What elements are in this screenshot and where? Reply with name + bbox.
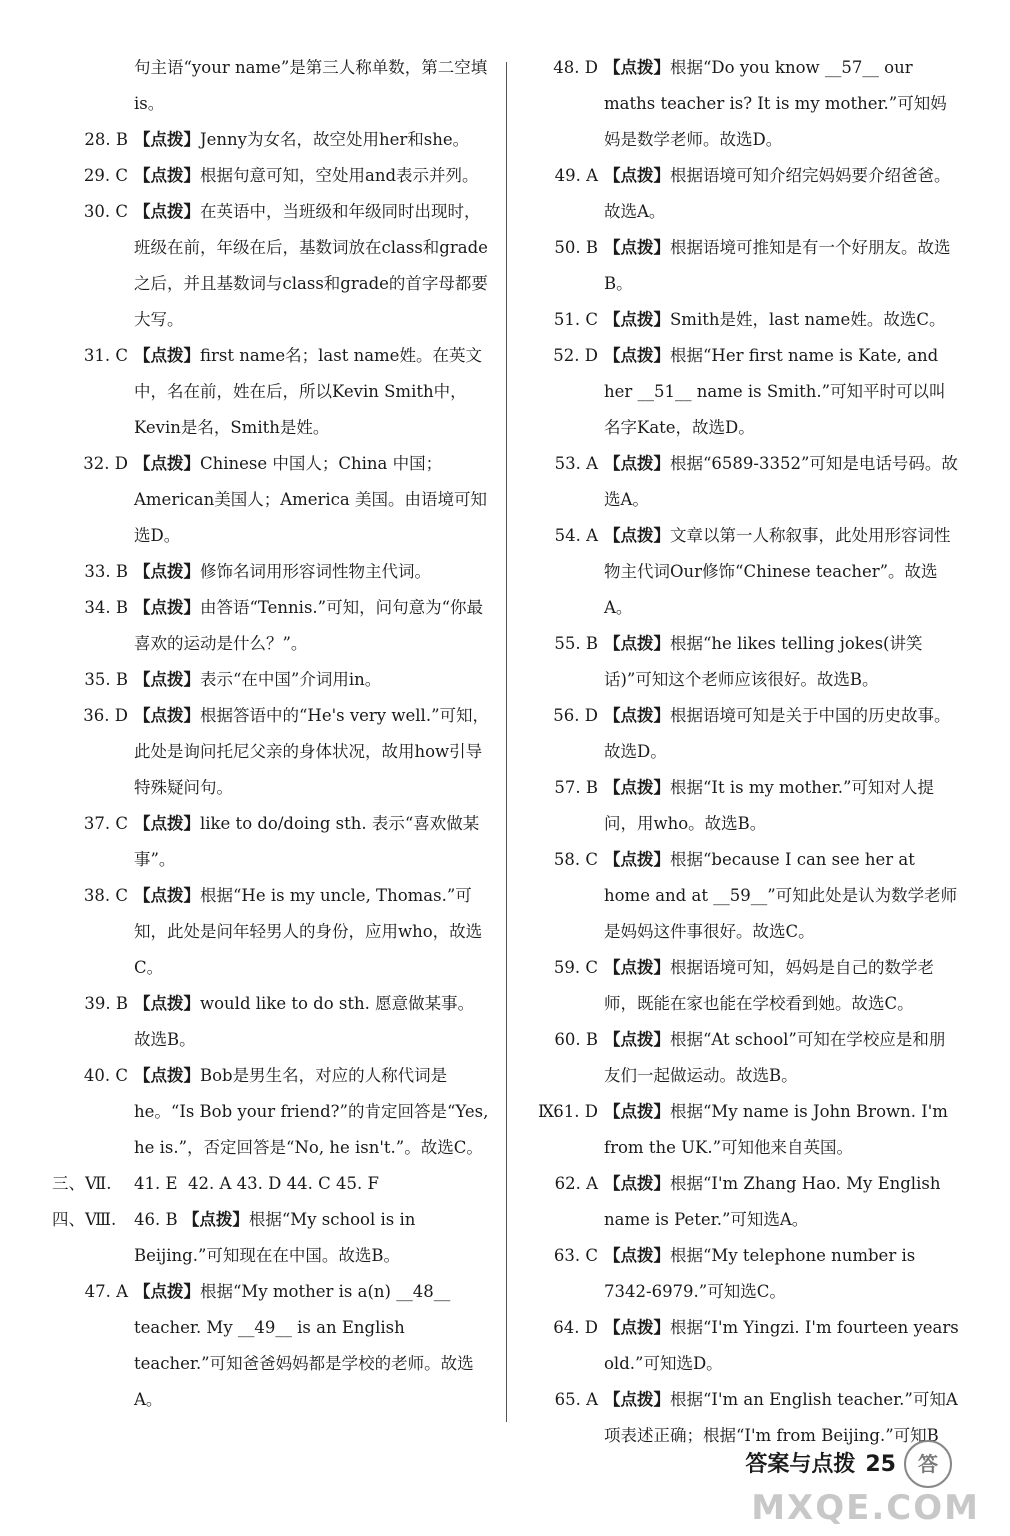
answer-number: 55. B — [554, 634, 598, 653]
answer-item-50 — [528, 230, 960, 302]
watermark: MXQE.COM — [751, 1488, 980, 1528]
answer-text: 根据语境可推知是有一个好朋友。故选B。 — [604, 238, 951, 293]
answer-number: 53. A — [554, 454, 598, 473]
answer-item-28 — [58, 122, 490, 158]
answer-item-37 — [58, 806, 490, 878]
hint-tag: 【点拨】 — [134, 994, 200, 1013]
answer-number: 30. C — [83, 202, 128, 221]
answer-text: 根据“My telephone number is 7342-6979.”可知选C。 — [604, 1246, 916, 1301]
hint-tag: 【点拨】 — [134, 598, 200, 617]
hint-tag: 【点拨】 — [604, 1102, 670, 1121]
answer-number: 48. D — [553, 58, 598, 77]
answer-number: 28. B — [84, 130, 128, 149]
answer-item-61 — [528, 1094, 960, 1166]
answer-number: 60. B — [554, 1030, 598, 1049]
answer-number: 54. A — [554, 526, 598, 545]
hint-tag: 【点拨】 — [604, 310, 670, 329]
left-column — [52, 50, 490, 1418]
hint-tag: 【点拨】 — [604, 778, 670, 797]
section-marker: Ⅸ. — [538, 1102, 560, 1121]
answer-text: 根据“My mother is a(n) __48__ teacher. My __49__ is an English teacher.”可知爸爸妈妈都是学校的老师。故选A。 — [134, 1282, 474, 1409]
hint-tag: 【点拨】 — [604, 1030, 670, 1049]
answer-item-60 — [528, 1022, 960, 1094]
answer-number: 35. B — [84, 670, 128, 689]
answer-text: 句主语“your name”是第三人称单数，第二空填is。 — [134, 58, 488, 113]
hint-tag: 【点拨】 — [134, 814, 200, 833]
hint-tag: 【点拨】 — [604, 346, 670, 365]
answer-text: 根据“At school”可知在学校应是和朋友们一起做运动。故选B。 — [604, 1030, 946, 1085]
answer-text: 根据“I'm Yingzi. I'm fourteen years old.”可知选D。 — [604, 1318, 959, 1373]
answer-number: 46. B — [134, 1210, 178, 1229]
answer-text: 修饰名词用形容词性物主代词。 — [200, 562, 431, 581]
answer-item-40 — [58, 1058, 490, 1166]
answer-item-34 — [58, 590, 490, 662]
answer-number: 37. C — [83, 814, 128, 833]
answer-item-36 — [58, 698, 490, 806]
answer-item-53 — [528, 446, 960, 518]
answer-number: 31. C — [83, 346, 128, 365]
answer-text: 根据“I'm Zhang Hao. My English name is Peter.”可知选A。 — [604, 1174, 941, 1229]
section-marker: 三、Ⅶ. — [52, 1174, 112, 1193]
answer-item-48 — [528, 50, 960, 158]
answer-text: like to do/doing sth. 表示“喜欢做某事”。 — [134, 814, 480, 869]
hint-tag: 【点拨】 — [134, 454, 200, 473]
answer-number: 57. B — [554, 778, 598, 797]
answer-text: Bob是男生名，对应的人称代词是he。“Is Bob your friend?”的肯定回答是“Yes, he is.”，否定回答是“No, he isn't.”。故选C。 — [134, 1066, 489, 1157]
answer-number: 33. B — [84, 562, 128, 581]
answer-item-51 — [528, 302, 960, 338]
hint-tag: 【点拨】 — [134, 562, 200, 581]
hint-tag: 【点拨】 — [604, 1318, 670, 1337]
answer-item-29 — [58, 158, 490, 194]
answer-item-46 — [52, 1202, 490, 1274]
hint-tag: 【点拨】 — [604, 454, 670, 473]
answer-number: 63. C — [553, 1246, 598, 1265]
answer-number: 39. B — [84, 994, 128, 1013]
hint-tag: 【点拨】 — [134, 1282, 200, 1301]
hint-tag: 【点拨】 — [134, 670, 200, 689]
answer-text: 根据“Her first name is Kate, and her __51__ name is Smith.”可知平时可以叫名字Kate，故选D。 — [604, 346, 946, 437]
hint-tag: 【点拨】 — [134, 166, 200, 185]
answer-item-41 — [52, 1166, 490, 1202]
answer-number: 50. B — [554, 238, 598, 257]
hint-tag: 【点拨】 — [604, 1390, 670, 1409]
answer-item-30 — [58, 194, 490, 338]
answer-text: would like to do sth. 愿意做某事。故选B。 — [134, 994, 475, 1049]
section-marker: 四、Ⅷ. — [52, 1210, 117, 1229]
hint-tag: 【点拨】 — [604, 238, 670, 257]
answer-text: 根据语境可知，妈妈是自己的数学老师，既能在家也能在学校看到她。故选C。 — [604, 958, 934, 1013]
answer-number: 61. D — [553, 1102, 598, 1121]
hint-tag: 【点拨】 — [604, 166, 670, 185]
column-divider — [506, 62, 507, 1422]
answer-number: 36. D — [83, 706, 128, 725]
hint-tag: 【点拨】 — [134, 130, 200, 149]
answer-item-47 — [58, 1274, 490, 1418]
answer-text: 根据“Do you know __57__ our maths teacher is? It is my mother.”可知妈妈是数学老师。故选D。 — [604, 58, 947, 149]
answer-item-49 — [528, 158, 960, 230]
footer-label: 答案与点拨 — [745, 1452, 856, 1477]
answer-text: 在英语中，当班级和年级同时出现时，班级在前，年级在后，基数词放在class和grade之后，并且基数词与class和grade的首字母都要大写。 — [134, 202, 488, 329]
answer-text: 根据“he likes telling jokes(讲笑话)”可知这个老师应该很好。故选B。 — [604, 634, 923, 689]
answer-text: 根据“My school is in Beijing.”可知现在在中国。故选B。 — [134, 1210, 416, 1265]
answer-number: 41. E — [134, 1174, 178, 1193]
answer-number: 62. A — [554, 1174, 598, 1193]
answer-item-35 — [58, 662, 490, 698]
answer-text: 表示“在中国”介词用in。 — [200, 670, 382, 689]
answer-number: 58. C — [553, 850, 598, 869]
answer-text: 根据语境可知是关于中国的历史故事。故选D。 — [604, 706, 951, 761]
answer-number: 59. C — [553, 958, 598, 977]
answer-text: 根据“He is my uncle, Thomas.”可知，此处是问年轻男人的身份，应用who，故选C。 — [134, 886, 483, 977]
answer-text: 根据“I'm an English teacher.”可知A项表述正确；根据“I'm from Beijing.”可知B — [604, 1390, 958, 1445]
answer-item-31 — [58, 338, 490, 446]
hint-tag: 【点拨】 — [134, 886, 200, 905]
answer-item-32 — [58, 446, 490, 554]
answer-text: 根据“My name is John Brown. I'm from the UK.”可知他来自英国。 — [604, 1102, 948, 1157]
hint-tag: 【点拨】 — [604, 706, 670, 725]
answer-item-54 — [528, 518, 960, 626]
answer-number: 51. C — [553, 310, 598, 329]
answer-text: 根据“6589-3352”可知是电话号码。故选A。 — [604, 454, 958, 509]
answer-item-63 — [528, 1238, 960, 1310]
page-footer — [745, 1440, 952, 1488]
answer-item-55 — [528, 626, 960, 698]
hint-tag: 【点拨】 — [604, 58, 670, 77]
publisher-logo-icon: 答 — [904, 1440, 952, 1488]
answer-number: 40. C — [83, 1066, 128, 1085]
answer-text: 根据“because I can see her at home and at __59__”可知此处是认为数学老师是妈妈这件事很好。故选C。 — [604, 850, 958, 941]
hint-tag: 【点拨】 — [134, 1066, 200, 1085]
hint-tag: 【点拨】 — [134, 346, 200, 365]
hint-tag: 【点拨】 — [604, 1246, 670, 1265]
hint-tag: 【点拨】 — [134, 706, 200, 725]
hint-tag: 【点拨】 — [604, 1174, 670, 1193]
answer-item-38 — [58, 878, 490, 986]
answer-number: 38. C — [83, 886, 128, 905]
answer-text: 文章以第一人称叙事，此处用形容词性物主代词Our修饰“Chinese teacher”。故选A。 — [604, 526, 951, 617]
answer-number: 29. C — [83, 166, 128, 185]
answer-continuation — [58, 50, 490, 122]
answer-number: 65. A — [554, 1390, 598, 1409]
answer-text: 根据“It is my mother.”可知对人提问，用who。故选B。 — [604, 778, 934, 833]
answer-item-52 — [528, 338, 960, 446]
answer-number: 47. A — [84, 1282, 128, 1301]
page-number: 25 — [865, 1452, 896, 1477]
hint-tag: 【点拨】 — [604, 526, 670, 545]
answer-text: 42. A 43. D 44. C 45. F — [188, 1174, 379, 1193]
answer-text: Jenny为女名，故空处用her和she。 — [200, 130, 470, 149]
hint-tag: 【点拨】 — [134, 202, 200, 221]
answer-text: first name名；last name姓。在英文中，名在前，姓在后，所以Kevin Smith中，Kevin是名，Smith是姓。 — [134, 346, 482, 437]
answer-item-57 — [528, 770, 960, 842]
answer-item-62 — [528, 1166, 960, 1238]
answer-item-59 — [528, 950, 960, 1022]
answer-number: 34. B — [84, 598, 128, 617]
answer-text: 根据句意可知，空处用and表示并列。 — [200, 166, 479, 185]
answer-item-33 — [58, 554, 490, 590]
answer-number: 64. D — [553, 1318, 598, 1337]
hint-tag: 【点拨】 — [604, 634, 670, 653]
answer-text: 由答语“Tennis.”可知，问句意为“你最喜欢的运动是什么？”。 — [134, 598, 484, 653]
answer-number: 32. D — [83, 454, 128, 473]
answer-text: Chinese 中国人；China 中国；American美国人；America 美国。由语境可知选D。 — [134, 454, 488, 545]
answer-text: 根据语境可知介绍完妈妈要介绍爸爸。故选A。 — [604, 166, 951, 221]
answer-item-58 — [528, 842, 960, 950]
right-column — [528, 50, 960, 1454]
answer-number: 49. A — [554, 166, 598, 185]
answer-item-64 — [528, 1310, 960, 1382]
answer-item-56 — [528, 698, 960, 770]
answer-text: 根据答语中的“He's very well.”可知，此处是询问托尼父亲的身体状况，故用how引导特殊疑问句。 — [134, 706, 489, 797]
answer-text: Smith是姓，last name姓。故选C。 — [670, 310, 946, 329]
hint-tag: 【点拨】 — [604, 958, 670, 977]
answer-item-39 — [58, 986, 490, 1058]
hint-tag: 【点拨】 — [604, 850, 670, 869]
hint-tag: 【点拨】 — [182, 1210, 249, 1229]
answer-number: 56. D — [553, 706, 598, 725]
answer-number: 52. D — [553, 346, 598, 365]
